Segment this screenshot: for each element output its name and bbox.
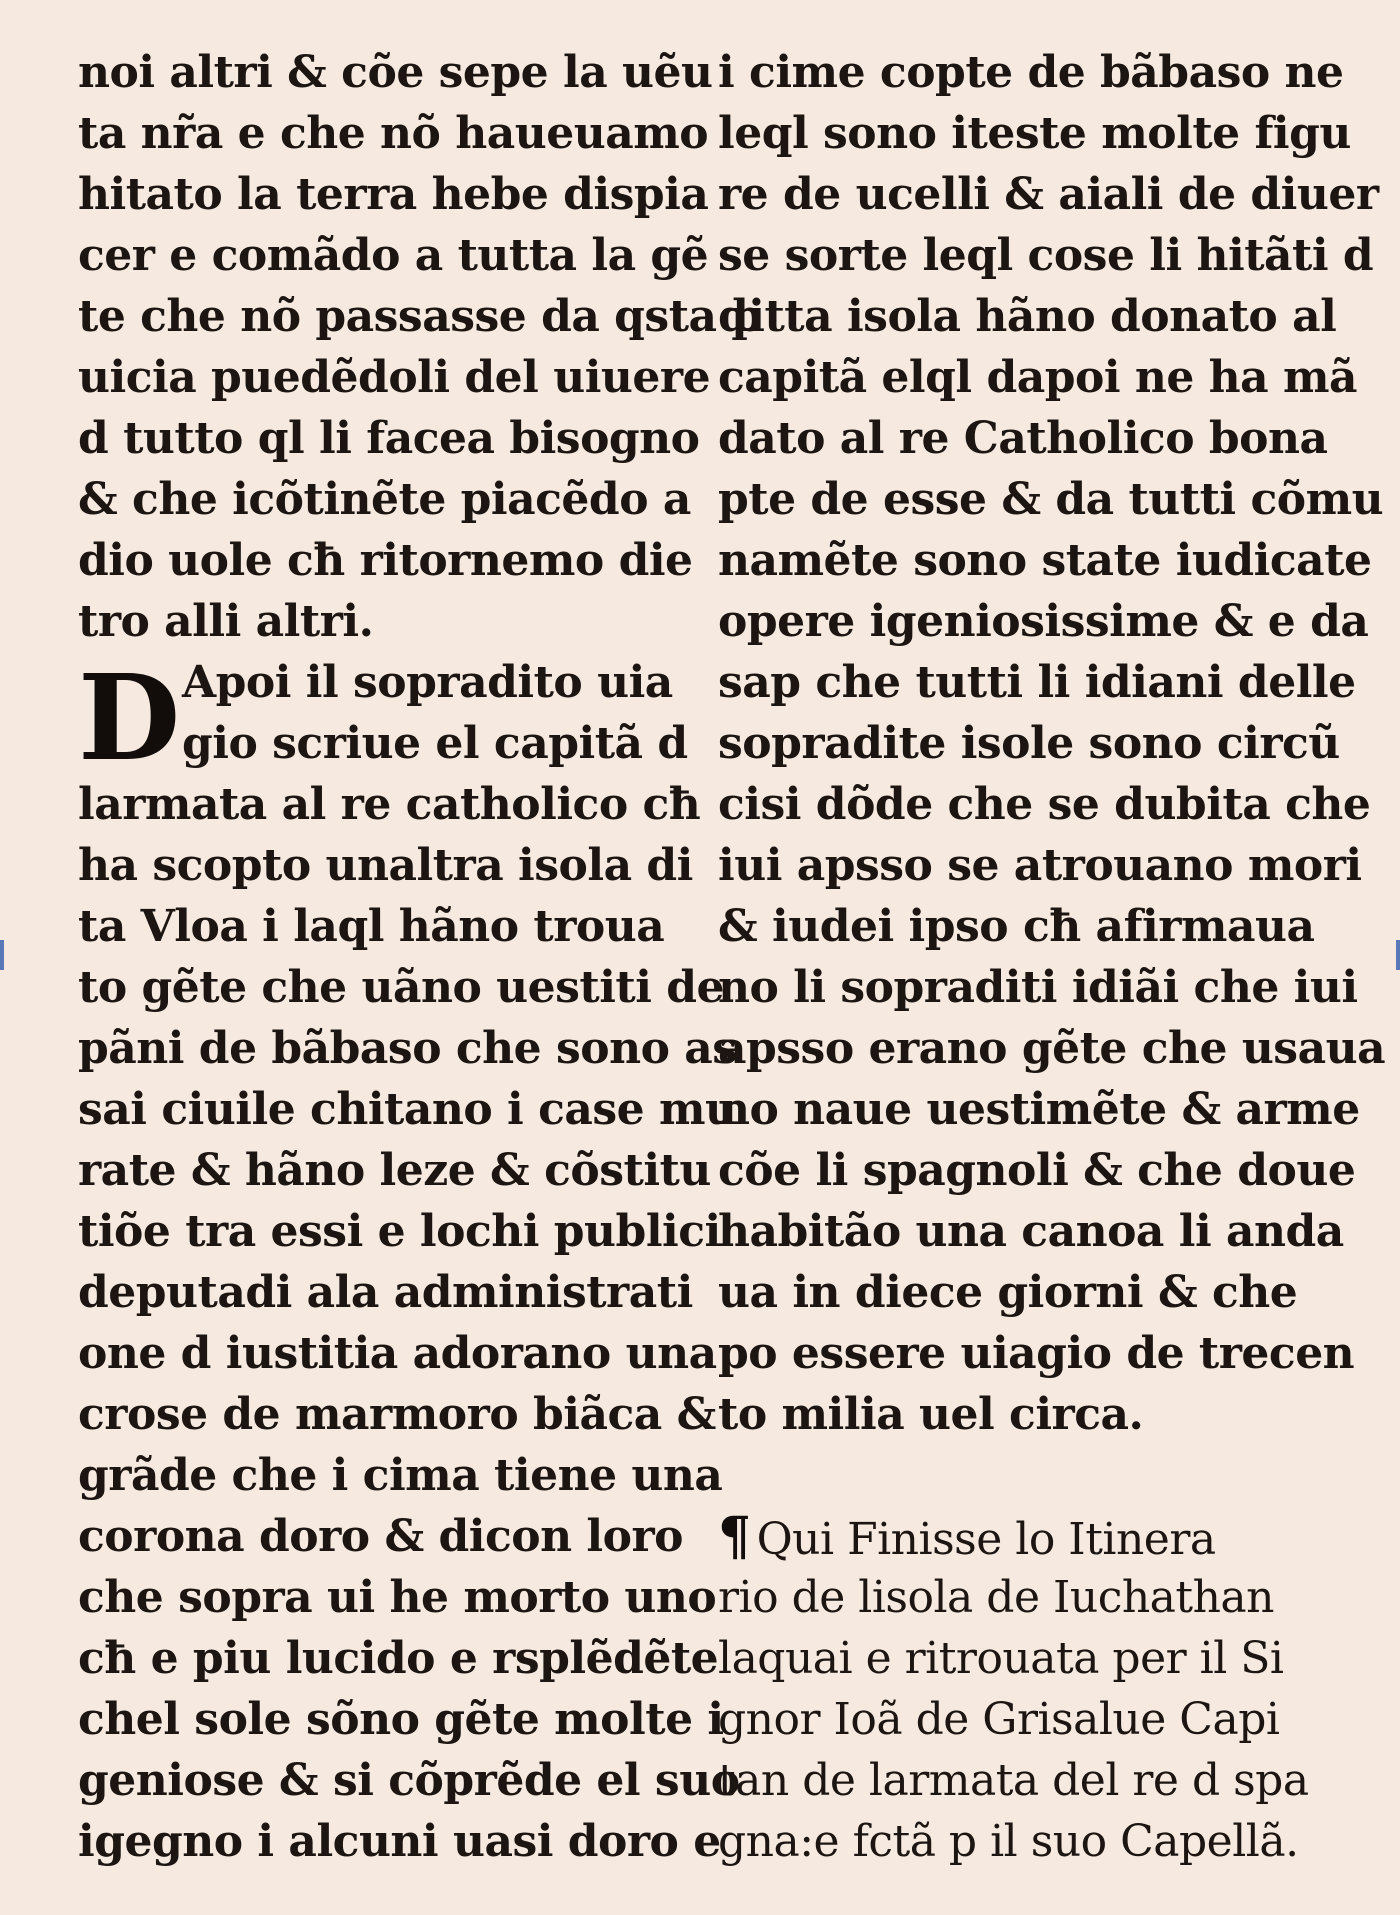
text-line: ha scopto unaltra isola di	[78, 840, 693, 891]
paragraph-gap	[718, 1445, 1333, 1506]
drop-cap-initial: D	[78, 648, 181, 787]
text-line: gio scriue el capitã d	[182, 718, 688, 769]
text-line: apsso erano gẽte che usaua	[718, 1023, 1386, 1074]
text-line: dio uole cħ ritornemo die	[78, 535, 693, 586]
colophon-line: gnor Ioã de Grisalue Capi	[718, 1694, 1280, 1745]
text-line: uicia puedẽdoli del uiuere	[78, 352, 711, 403]
text-line: iui apsso se atrouano mori	[718, 840, 1362, 891]
right-column	[718, 42, 1386, 1872]
colophon-line: rio de lisola de Iuchathan	[718, 1572, 1274, 1623]
colophon-line: gna:e fctã p il suo Capellã.	[718, 1816, 1299, 1867]
scan-edge-mark-left	[0, 940, 4, 970]
text-line: & iudei ipso cħ afirmaua	[718, 901, 1315, 952]
text-line: te che nõ passasse da qsta p	[78, 291, 762, 342]
text-line: no li sopraditi idiãi che iui	[718, 962, 1358, 1013]
text-line: cisi dõde che se dubita che	[718, 779, 1371, 830]
text-line: ua in diece giorni & che	[718, 1267, 1298, 1318]
text-line: po essere uiagio de trecen	[718, 1328, 1355, 1379]
text-line: & che icõtinẽte piacẽdo a	[78, 474, 691, 525]
left-column	[78, 42, 762, 1872]
text-line: to milia uel circa.	[718, 1389, 1144, 1440]
text-line: ta nr̃a e che nõ haueuamo	[78, 108, 709, 159]
text-line: sai ciuile chitano i case mu	[78, 1084, 737, 1135]
text-line: Apoi il sopradito uia	[182, 657, 673, 708]
text-line: to gẽte che uãno uestiti de	[78, 962, 725, 1013]
text-line: one d iustitia adorano una	[78, 1328, 717, 1379]
scan-edge-mark-right	[1396, 940, 1400, 970]
text-line: ta Vloa i laql hãno troua	[78, 901, 665, 952]
text-line: che sopra ui he morto uno	[78, 1572, 717, 1623]
text-line: deputadi ala administrati	[78, 1267, 693, 1318]
text-line: re de ucelli & aiali de diuer	[718, 169, 1379, 220]
text-line: tro alli altri.	[78, 596, 374, 647]
left-lines-bottom	[78, 774, 740, 1872]
text-line: pte de esse & da tutti cõmu	[718, 474, 1384, 525]
left-lines-top	[78, 42, 762, 652]
text-line: rate & hãno leze & cõstitu	[78, 1145, 711, 1196]
text-line: opere igeniosissime & e da	[718, 596, 1369, 647]
text-line: chel sole sõno gẽte molte i	[78, 1694, 724, 1745]
text-line: corona doro & dicon loro	[78, 1511, 684, 1562]
text-line: dato al re Catholico bona	[718, 413, 1328, 464]
text-line: cer e comãdo a tutta la gẽ	[78, 230, 709, 281]
text-line: leql sono iteste molte figu	[718, 108, 1351, 159]
text-line: sap che tutti li idiani delle	[718, 657, 1356, 708]
text-line: cõe li spagnoli & che doue	[718, 1145, 1356, 1196]
colophon-text: Qui Finisse lo Itinera	[756, 1514, 1216, 1565]
text-line: igegno i alcuni uasi doro e	[78, 1816, 721, 1867]
text-line: tiõe tra essi e lochi publici	[78, 1206, 721, 1257]
text-line: no naue uestimẽte & arme	[718, 1084, 1360, 1135]
text-line: grãde che i cima tiene una	[78, 1450, 723, 1501]
text-line: noi altri & cõe sepe la uẽu	[78, 47, 713, 98]
text-line: ditta isola hãno donato al	[718, 291, 1337, 342]
text-line: cħ e piu lucido e rsplẽdẽte	[78, 1633, 719, 1684]
text-line: larmata al re catholico cħ	[78, 779, 701, 830]
text-line: i cime copte de bãbaso ne	[718, 47, 1344, 98]
text-line: sopradite isole sono circũ	[718, 718, 1340, 769]
text-line: namẽte sono state iudicate	[718, 535, 1372, 586]
text-line: pãni de bãbaso che sono as	[78, 1023, 737, 1074]
text-line: geniose & si cõprẽde el suo	[78, 1755, 740, 1806]
text-line: capitã elql dapoi ne ha mã	[718, 352, 1358, 403]
colophon-line: laquai e ritrouata per il Si	[718, 1633, 1284, 1684]
text-line: se sorte leql cose li hitãti d	[718, 230, 1374, 281]
text-line: d tutto ql li facea bisogno	[78, 413, 700, 464]
colophon	[718, 1506, 1333, 1872]
right-lines	[718, 42, 1386, 1445]
text-line: hitato la terra hebe dispia	[78, 169, 709, 220]
paragraph-mark-icon: ¶	[718, 1506, 751, 1567]
colophon-line: tan de larmata del re d spa	[718, 1755, 1309, 1806]
colophon-line	[718, 1506, 1333, 1567]
text-line: crose de marmoro biãca &	[78, 1389, 716, 1440]
text-line: habitão una canoa li anda	[718, 1206, 1344, 1257]
